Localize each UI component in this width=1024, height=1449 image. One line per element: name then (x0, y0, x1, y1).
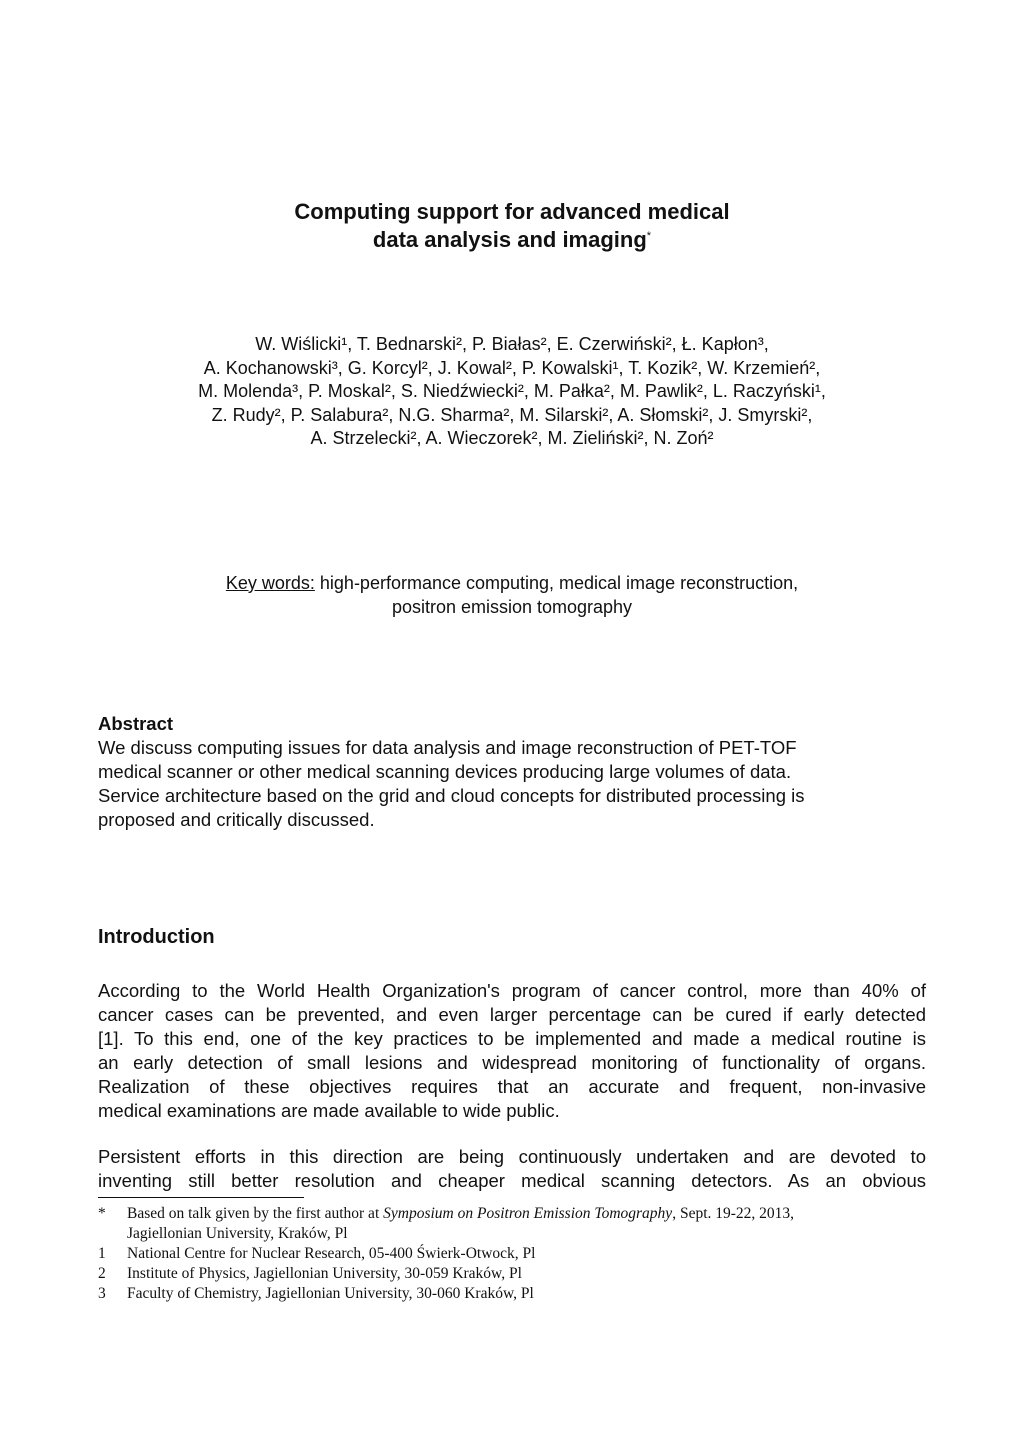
author-line: Z. Rudy², P. Salabura², N.G. Sharma², M. Silarski², A. Słomski², J. Smyrski², (211, 404, 813, 425)
footnote-text (127, 1284, 898, 1304)
footnote-line: Institute of Physics, Jagiellonian University, 30-059 Kraków, Pl (127, 1265, 522, 1282)
title-line-1: Computing support for advanced medical (294, 199, 730, 224)
abstract-line: Service architecture based on the grid and cloud concepts for distributed processing is (98, 785, 805, 806)
paragraph-line: According to the World Health Organization's program of cancer control, more than 40% of (98, 980, 926, 1001)
author-line: A. Kochanowski³, G. Korcyl², J. Kowal², P. Kowalski¹, T. Kozik², W. Krzemień², (203, 357, 821, 378)
intro-paragraph-2 (98, 1145, 926, 1193)
footnote-line: National Centre for Nuclear Research, 05-400 Świerk-Otwock, Pl (127, 1245, 536, 1262)
footnote-item (98, 1284, 898, 1304)
footnote-line: Faculty of Chemistry, Jagiellonian University, 30-060 Kraków, Pl (127, 1285, 534, 1302)
author-line: W. Wiślicki¹, T. Bednarski², P. Białas², E. Czerwiński², Ł. Kapłon³, (255, 334, 769, 354)
abstract-line: medical scanner or other medical scanning devices producing large volumes of data. (98, 761, 792, 782)
footnote-line (127, 1204, 898, 1224)
keywords-line-2: positron emission tomography (391, 597, 633, 617)
footnote-italic: Symposium on Positron Emission Tomography (383, 1205, 673, 1222)
footnote-item (98, 1244, 898, 1264)
footnote-mark: 2 (98, 1265, 106, 1282)
title-line-2 (0, 226, 1024, 254)
keywords-label: Key words: (225, 573, 315, 593)
paragraph-line: [1]. To this end, one of the key practices to be implemented and made a medical routine is (98, 1027, 926, 1049)
footnote-item (98, 1204, 898, 1244)
footnote-text (127, 1204, 898, 1244)
keywords-text-1: high-performance computing, medical image reconstruction, (314, 573, 799, 593)
intro-paragraph-1 (98, 979, 926, 1122)
abstract-heading: Abstract (98, 713, 174, 734)
footnote-text (127, 1244, 898, 1264)
footnote-mark: 3 (98, 1285, 106, 1302)
paragraph-line: cancer cases can be prevented, and even larger percentage can be cured if early detected (98, 1003, 926, 1025)
footnotes (98, 1204, 898, 1304)
footnote-mark: * (98, 1205, 106, 1222)
paper-title (0, 198, 1024, 254)
footnote-mark: 1 (98, 1245, 106, 1262)
keywords-block (0, 571, 1024, 619)
title-line-2-text: data analysis and imaging (372, 227, 647, 252)
abstract-line: proposed and critically discussed. (98, 809, 375, 830)
footnote-item (98, 1264, 898, 1284)
footnote-text (127, 1264, 898, 1284)
introduction-heading: Introduction (98, 926, 215, 948)
footnote-pre: Based on talk given by the first author at (127, 1205, 384, 1222)
footnote-line: Jagiellonian University, Kraków, Pl (127, 1225, 348, 1242)
paragraph-line: inventing still better resolution and cheaper medical scanning detectors. As an obvious (98, 1169, 926, 1191)
title-footnote-marker: * (646, 230, 652, 242)
footnote-post: , Sept. 19-22, 2013, (672, 1205, 795, 1222)
abstract-line: We discuss computing issues for data analysis and image reconstruction of PET-TOF (98, 737, 797, 758)
author-line: M. Molenda³, P. Moskal², S. Niedźwiecki², M. Pałka², M. Pawlik², L. Raczyński¹, (198, 381, 826, 401)
footnote-separator (98, 1197, 304, 1198)
author-list (0, 333, 1024, 451)
paragraph-line: an early detection of small lesions and widespread monitoring of functionality of organs. (98, 1051, 926, 1073)
paragraph-line: medical examinations are made available to wide public. (98, 1099, 560, 1121)
paragraph-line: Persistent efforts in this direction are being continuously undertaken and are devoted to (98, 1146, 926, 1167)
abstract-section (98, 712, 928, 832)
keywords-line-1 (0, 571, 1024, 595)
author-line: A. Strzelecki², A. Wieczorek², M. Zieliński², N. Zoń² (310, 428, 714, 448)
paragraph-line: Realization of these objectives requires that an accurate and frequent, non-invasive (98, 1075, 926, 1097)
